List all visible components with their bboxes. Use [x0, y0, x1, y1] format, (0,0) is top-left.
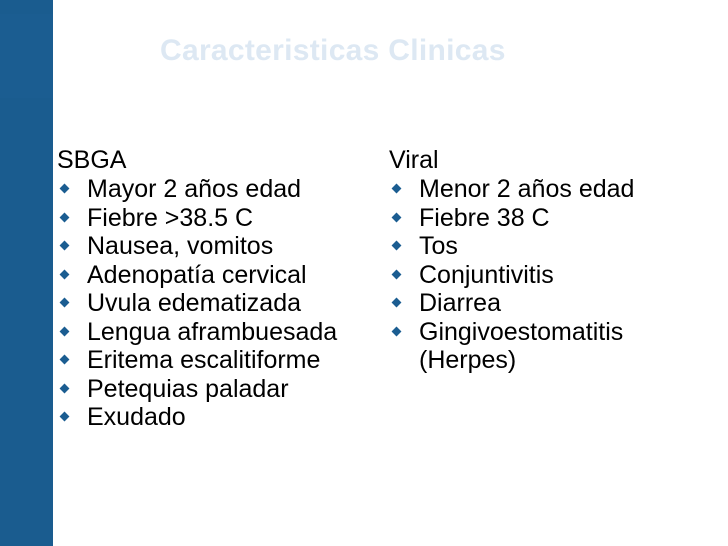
right-column-heading: Viral: [389, 146, 439, 174]
list-item-text: Conjuntivitis: [419, 260, 554, 289]
list-item: [389, 261, 719, 290]
list-item: [57, 289, 377, 318]
diamond-bullet-icon: [392, 184, 402, 194]
diamond-bullet-icon: [60, 241, 70, 251]
list-item-text: Mayor 2 años edad: [87, 175, 302, 203]
list-item: [57, 175, 377, 204]
list-item: [389, 289, 719, 318]
list-item: [57, 346, 377, 375]
slide-title: Caracteristicas Clinicas: [160, 34, 506, 67]
diamond-bullet-icon: [392, 326, 402, 336]
list-item-text: Menor 2 años edad: [419, 175, 635, 203]
list-item-text: Adenopatía cervical: [87, 260, 307, 289]
list-item-text: Gingivoestomatitis (Herpes): [419, 317, 624, 374]
list-item-text: Nausea, vomitos: [87, 232, 274, 260]
diamond-bullet-icon: [60, 326, 70, 336]
diamond-bullet-icon: [392, 241, 402, 251]
list-item-text: Fiebre 38 C: [419, 203, 550, 232]
list-item: [57, 403, 377, 432]
diamond-bullet-icon: [60, 212, 70, 222]
left-column-heading: SBGA: [57, 146, 127, 174]
list-item: [389, 232, 719, 261]
list-item-text: Eritema escalitiforme: [87, 346, 321, 374]
list-item: [57, 204, 377, 233]
diamond-bullet-icon: [60, 184, 70, 194]
diamond-bullet-icon: [60, 412, 70, 422]
list-item: [57, 375, 377, 404]
left-column: [57, 146, 377, 432]
diamond-bullet-icon: [60, 383, 70, 393]
list-item-text: Tos: [419, 232, 458, 260]
list-item: [57, 261, 377, 290]
diamond-bullet-icon: [392, 298, 402, 308]
list-item-text: Petequias paladar: [87, 374, 289, 403]
diamond-bullet-icon: [392, 269, 402, 279]
right-column: [389, 146, 719, 375]
list-item-text: Lengua aframbuesada: [87, 317, 338, 346]
diamond-bullet-icon: [392, 212, 402, 222]
list-item: [389, 175, 719, 204]
diamond-bullet-icon: [60, 269, 70, 279]
list-item-text: Uvula edematizada: [87, 289, 302, 317]
list-item-text: Fiebre >38.5 C: [87, 203, 254, 232]
list-item-text: Diarrea: [419, 289, 501, 317]
list-item: [57, 232, 377, 261]
list-item: [389, 318, 719, 375]
list-item: [57, 318, 377, 347]
diamond-bullet-icon: [60, 298, 70, 308]
list-item: [389, 204, 719, 233]
diamond-bullet-icon: [60, 355, 70, 365]
list-item-text: Exudado: [87, 403, 186, 431]
